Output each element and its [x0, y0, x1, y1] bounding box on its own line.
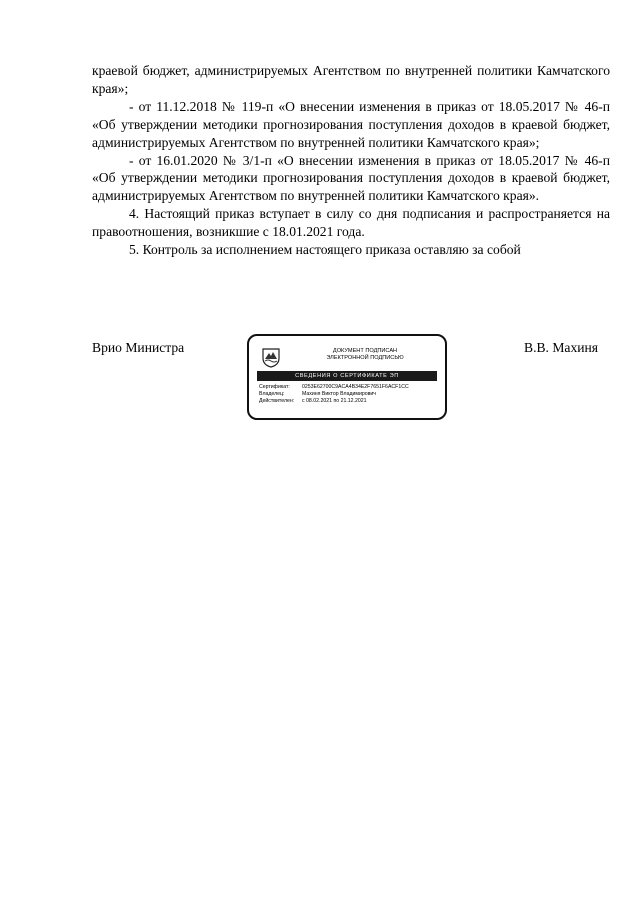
paragraph-2: - от 11.12.2018 № 119-п «О внесении изменения в приказ от 18.05.2017 № 46-п «Об утверждении методики прогнозирования поступления доходов в краевой бюджет, администрируемых Агентством по внутренней политики Камчатского края»;	[92, 98, 610, 150]
paragraph-4: 4. Настоящий приказ вступает в силу со дня подписания и распространяется на правоотношения, возникшие с 18.01.2021 года.	[92, 206, 610, 240]
stamp-cert-row	[259, 384, 409, 391]
stamp-valid-row	[259, 398, 367, 405]
owner-label: Владелец:	[259, 391, 285, 397]
document-body	[92, 62, 610, 259]
electronic-signature-stamp	[247, 334, 447, 420]
coat-of-arms-icon	[261, 346, 281, 368]
stamp-band: СВЕДЕНИЯ О СЕРТИФИКАТЕ ЭП	[257, 371, 437, 381]
cert-value: 0253E62700C9ACA4B34E2F7651F6ACF1CC	[302, 384, 409, 390]
paragraph-3: - от 16.01.2020 № 3/1-п «О внесении изменения в приказ от 18.05.2017 № 46-п «Об утверждении методики прогнозирования поступления доходов в краевой бюджет, администрируемых Агентством по внутренней политики Камчатского края».	[92, 152, 610, 204]
stamp-title-line-1: ДОКУМЕНТ ПОДПИСАН	[332, 348, 398, 354]
valid-label: Действителен:	[259, 398, 295, 404]
signer-role: Врио Министра	[92, 340, 185, 355]
owner-value: Махиня Виктор Владимирович	[302, 391, 376, 397]
valid-value: с 08.02.2021 по 21.12.2021	[302, 398, 367, 404]
paragraph-5: 5. Контроль за исполнением настоящего приказа оставляю за собой	[129, 242, 521, 258]
signer-name: В.В. Махиня	[524, 340, 599, 355]
stamp-title-line-2: ЭЛЕКТРОННОЙ ПОДПИСЬЮ	[326, 355, 404, 361]
paragraph-1: краевой бюджет, администрируемых Агентством по внутренней политики Камчатского края»;	[92, 63, 610, 96]
stamp-owner-row	[259, 391, 376, 398]
cert-label: Сертификат:	[259, 384, 290, 390]
